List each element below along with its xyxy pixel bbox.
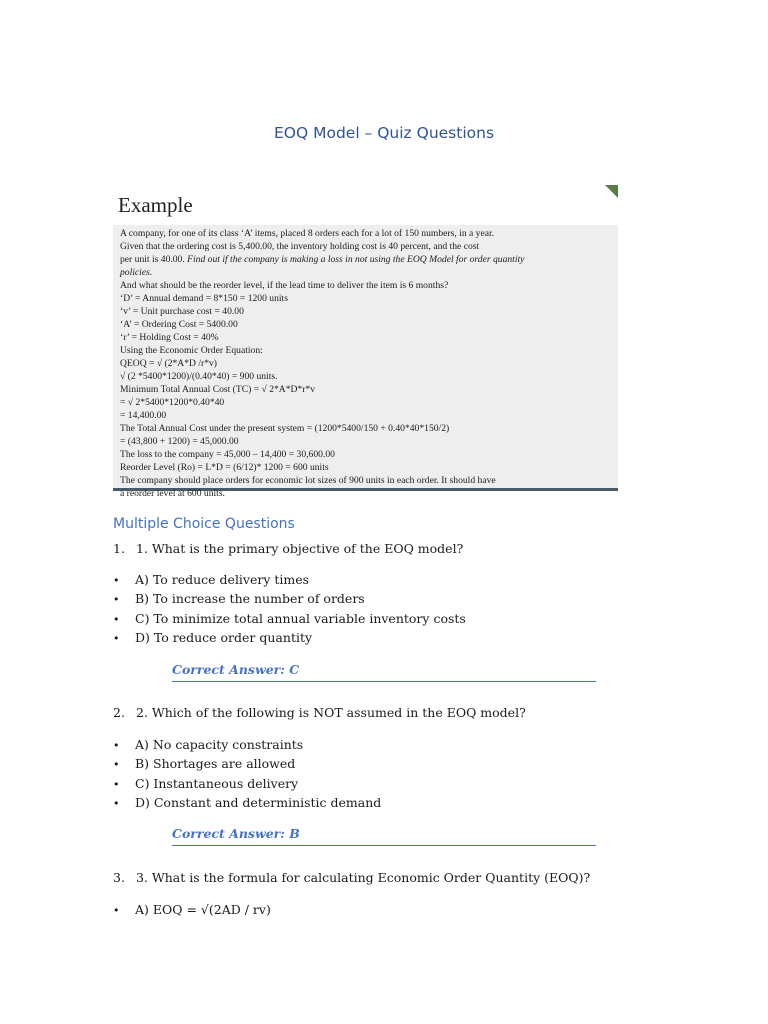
example-line: ‘D’ = Annual demand = 8*150 = 1200 units	[120, 293, 288, 304]
example-line: per unit is 40.00. Find out if the company is making a loss in not using the EOQ Model for order quantity	[120, 254, 525, 265]
example-line: ‘A’ = Ordering Cost = 5400.00	[120, 319, 238, 330]
question-number: 2.	[113, 705, 125, 720]
question-number: 1.	[113, 541, 125, 556]
list-item: • C) Instantaneous delivery	[113, 774, 381, 793]
question-2	[113, 705, 526, 720]
correct-answer: Correct Answer: C	[172, 662, 596, 682]
question-number: 3.	[113, 870, 125, 885]
section-heading: Multiple Choice Questions	[113, 516, 295, 532]
question-text: 3. What is the formula for calculating Economic Order Quantity (EOQ)?	[136, 870, 591, 885]
page-title: EOQ Model – Quiz Questions	[273, 124, 495, 142]
list-item: • A) No capacity constraints	[113, 735, 381, 754]
example-line: = 14,400.00	[120, 410, 167, 421]
example-line: policies.	[120, 267, 153, 278]
example-line: Minimum Total Annual Cost (TC) = √ 2*A*D*r*v	[120, 384, 316, 395]
example-line: Given that the ordering cost is 5,400.00, the inventory holding cost is 40 percent, and the cost	[120, 241, 480, 252]
example-line: The company should place orders for economic lot sizes of 900 units in each order. It should have	[120, 475, 496, 486]
example-line: The loss to the company = 45,000 – 14,400 = 30,600.00	[120, 449, 335, 460]
example-line: ‘v’ = Unit purchase cost = 40.00	[120, 306, 244, 317]
example-line: And what should be the reorder level, if the lead time to deliver the item is 6 months?	[120, 280, 449, 291]
bullet-icon: •	[113, 631, 120, 645]
example-line: √ (2 *5400*1200)/(0.40*40) = 900 units.	[120, 371, 278, 382]
list-item: • C) To minimize total annual variable inventory costs	[113, 609, 466, 628]
example-line: Reorder Level (Ro) = L*D = (6/12)* 1200 = 600 units	[120, 462, 329, 473]
example-line: QEOQ = √ (2*A*D /r*v)	[120, 358, 218, 369]
question-text: 1. What is the primary objective of the EOQ model?	[136, 541, 464, 556]
list-item: • D) Constant and deterministic demand	[113, 793, 381, 812]
bullet-icon: •	[113, 758, 120, 772]
example-line: = √ 2*5400*1200*0.40*40	[120, 397, 225, 408]
example-body	[113, 225, 618, 499]
example-line: Using the Economic Order Equation:	[120, 345, 263, 356]
list-item: • B) To increase the number of orders	[113, 589, 466, 608]
list-item: • D) To reduce order quantity	[113, 628, 466, 647]
example-line: = (43,800 + 1200) = 45,000.00	[120, 436, 239, 447]
bullet-icon: •	[113, 904, 120, 917]
option-list	[113, 735, 381, 812]
bullet-icon: •	[113, 739, 120, 752]
option-list	[113, 900, 271, 919]
example-image	[113, 183, 618, 499]
bullet-icon: •	[113, 574, 120, 587]
list-item: • B) Shortages are allowed	[113, 754, 381, 773]
option-list	[113, 570, 466, 647]
example-heading: Example	[118, 193, 193, 217]
bullet-icon: •	[113, 796, 120, 810]
question-3	[113, 870, 590, 885]
question-text: 2. Which of the following is NOT assumed in the EOQ model?	[136, 705, 526, 720]
question-1	[113, 541, 463, 556]
example-line: The Total Annual Cost under the present system = (1200*5400/150 + 0.40*40*150/2)	[120, 423, 450, 434]
example-line: ‘r’ = Holding Cost = 40%	[120, 332, 219, 343]
example-line: A company, for one of its class ‘A’ items, placed 8 orders each for a lot of 150 numbers, in a year.	[120, 228, 495, 239]
bullet-icon: •	[113, 777, 120, 791]
bullet-icon: •	[113, 612, 120, 626]
corner-mark-icon	[605, 185, 618, 198]
list-item: • A) To reduce delivery times	[113, 570, 466, 589]
correct-answer: Correct Answer: B	[172, 826, 596, 846]
bullet-icon: •	[113, 593, 120, 607]
example-line: a reorder level at 600 units.	[120, 488, 225, 499]
list-item: • A) EOQ = √(2AD / rv)	[113, 900, 271, 919]
